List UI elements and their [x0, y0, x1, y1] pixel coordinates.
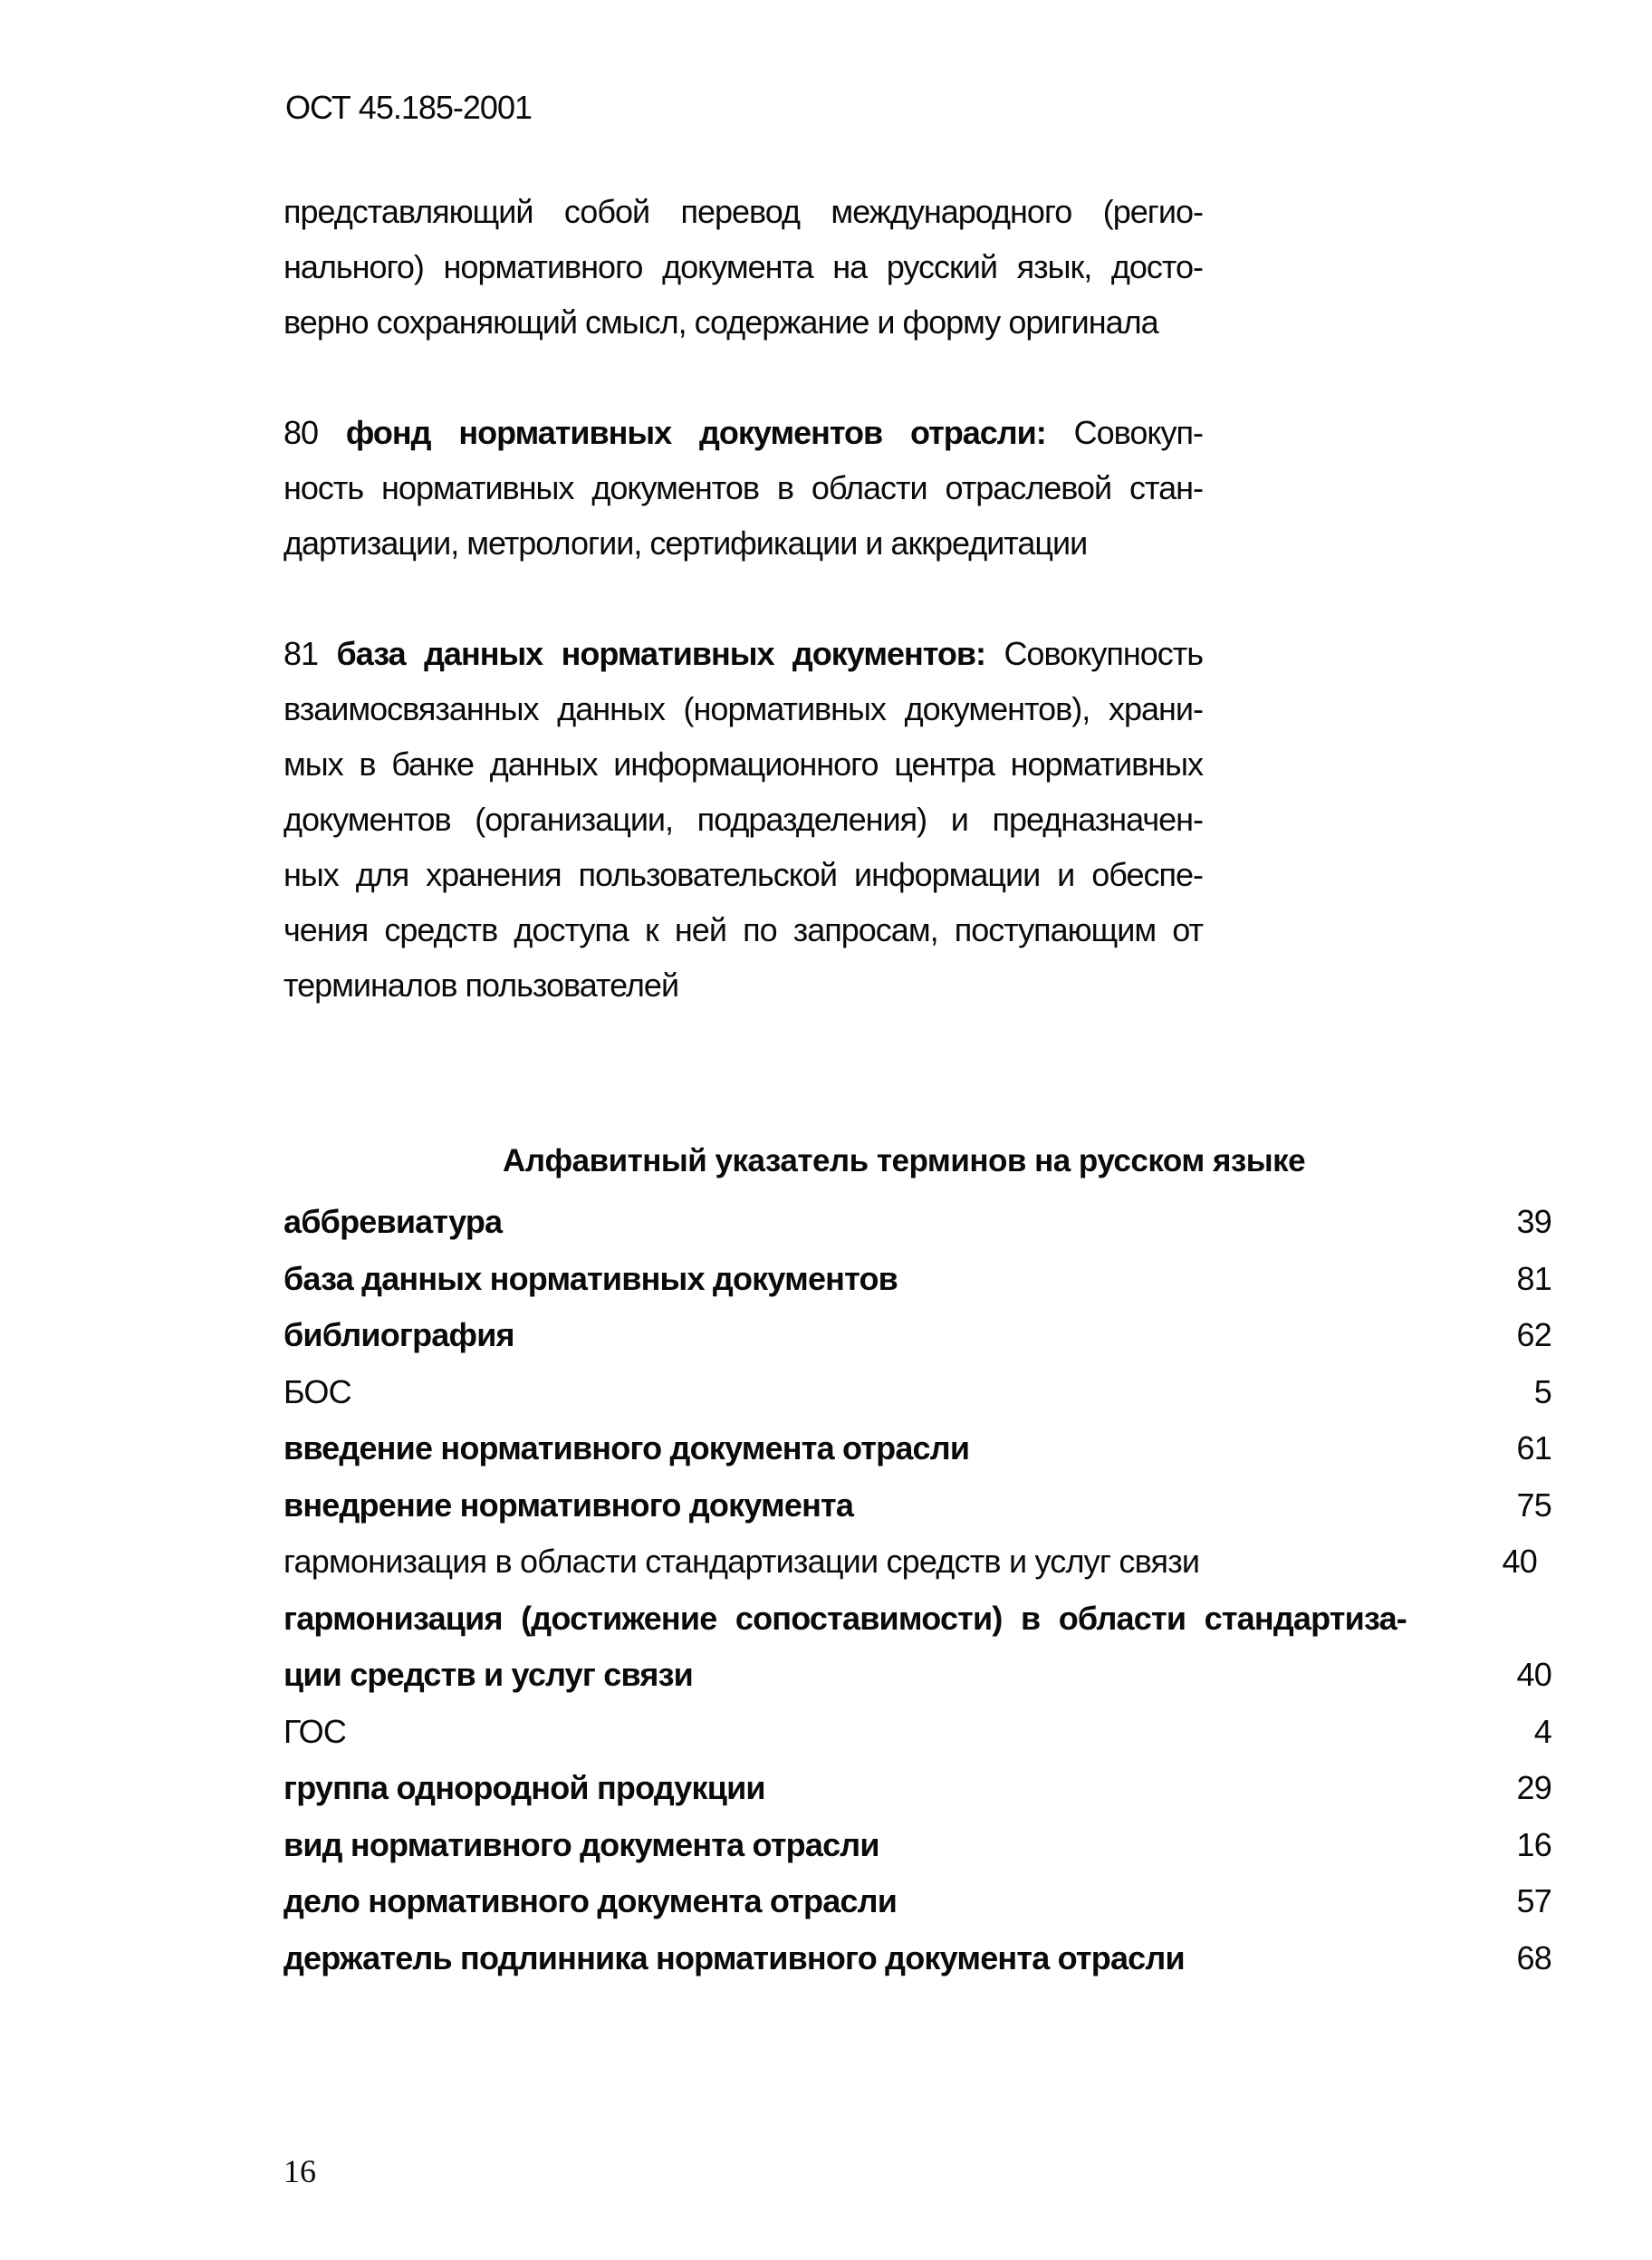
term-definition-start: Совокупность — [1004, 635, 1203, 672]
paragraph-line: ных для хранения пользовательской информации и обеспе- — [283, 856, 1203, 893]
index-term: библиография — [283, 1316, 514, 1353]
paragraph-continuation — [283, 184, 1203, 350]
paragraph-line: представляющий собой перевод международного (регио- — [283, 193, 1203, 230]
index-row — [283, 1760, 1570, 1817]
index-row — [283, 1477, 1570, 1534]
index-number: 29 — [1516, 1769, 1551, 1806]
paragraph-line: верно сохраняющий смысл, содержание и форму оригинала — [283, 303, 1158, 341]
document-code-header: ОСТ 45.185-2001 — [285, 89, 532, 126]
alphabetical-index — [283, 1194, 1570, 1986]
term-number: 80 — [283, 414, 319, 451]
index-row — [283, 1307, 1570, 1364]
paragraph-line: нального) нормативного документа на русский язык, досто- — [283, 248, 1203, 285]
index-term: база данных нормативных документов — [283, 1259, 898, 1297]
index-title: Алфавитный указатель терминов на русском языке — [503, 1143, 1306, 1178]
index-number: 5 — [1533, 1372, 1551, 1410]
index-row — [283, 1194, 1570, 1251]
index-term: ГОС — [283, 1712, 347, 1750]
term-definition-start: Совокуп- — [1073, 414, 1203, 451]
paragraph-line: дартизации, метрологии, сертификации и аккредитации — [283, 524, 1088, 562]
term-entry-first-line — [283, 405, 1203, 460]
index-term: держатель подлинника нормативного документа отрасли — [283, 1938, 1185, 1976]
index-term: гармонизация (достижение сопоставимости) в области стандартиза- — [283, 1599, 1407, 1637]
index-row — [283, 1930, 1570, 1987]
paragraph-line: мых в банке данных информационного центра нормативных — [283, 745, 1203, 783]
index-row — [283, 1591, 1570, 1648]
index-term: дело нормативного документа отрасли — [283, 1882, 898, 1919]
term-entry-80 — [283, 405, 1203, 571]
index-number: 75 — [1516, 1486, 1551, 1524]
index-number: 61 — [1516, 1429, 1551, 1467]
index-number: 81 — [1516, 1259, 1551, 1297]
index-row — [283, 1251, 1570, 1308]
page-number: 16 — [283, 2153, 316, 2189]
term-heading: база данных нормативных документов: — [336, 635, 985, 672]
paragraph-line: терминалов пользователей — [283, 967, 679, 1004]
index-row — [283, 1704, 1570, 1761]
index-row — [283, 1364, 1570, 1421]
index-term: гармонизация в области стандартизации средств и услуг связи — [283, 1543, 1200, 1580]
index-number: 40 — [1516, 1656, 1551, 1693]
term-number: 81 — [283, 635, 319, 672]
index-term: введение нормативного документа отрасли — [283, 1429, 970, 1467]
index-number: 57 — [1516, 1882, 1551, 1919]
paragraph-line: взаимосвязанных данных (нормативных документов), храни- — [283, 690, 1203, 727]
index-number: 62 — [1516, 1316, 1551, 1353]
index-term: ции средств и услуг связи — [283, 1656, 693, 1693]
index-number: 39 — [1516, 1203, 1551, 1240]
index-row — [283, 1647, 1570, 1704]
index-term: аббревиатура — [283, 1203, 503, 1240]
index-row — [283, 1817, 1570, 1874]
index-row — [283, 1873, 1570, 1930]
term-entry-81 — [283, 626, 1203, 1013]
paragraph-line: документов (организации, подразделения) и предназначен- — [283, 801, 1203, 838]
index-number: 40 — [1502, 1543, 1537, 1580]
term-entry-first-line — [283, 626, 1203, 681]
index-term: группа однородной продукции — [283, 1769, 765, 1806]
index-number: 68 — [1516, 1938, 1551, 1976]
index-number: 16 — [1516, 1825, 1551, 1863]
paragraph-line: ность нормативных документов в области отраслевой стан- — [283, 469, 1203, 506]
term-heading: фонд нормативных документов отрасли: — [345, 414, 1046, 451]
index-term: внедрение нормативного документа — [283, 1486, 854, 1524]
index-row — [283, 1420, 1570, 1477]
index-term: БОС — [283, 1372, 351, 1410]
index-term: вид нормативного документа отрасли — [283, 1825, 879, 1863]
index-number: 4 — [1533, 1712, 1551, 1750]
paragraph-line: чения средств доступа к ней по запросам, поступающим от — [283, 911, 1203, 948]
index-row — [283, 1534, 1570, 1591]
